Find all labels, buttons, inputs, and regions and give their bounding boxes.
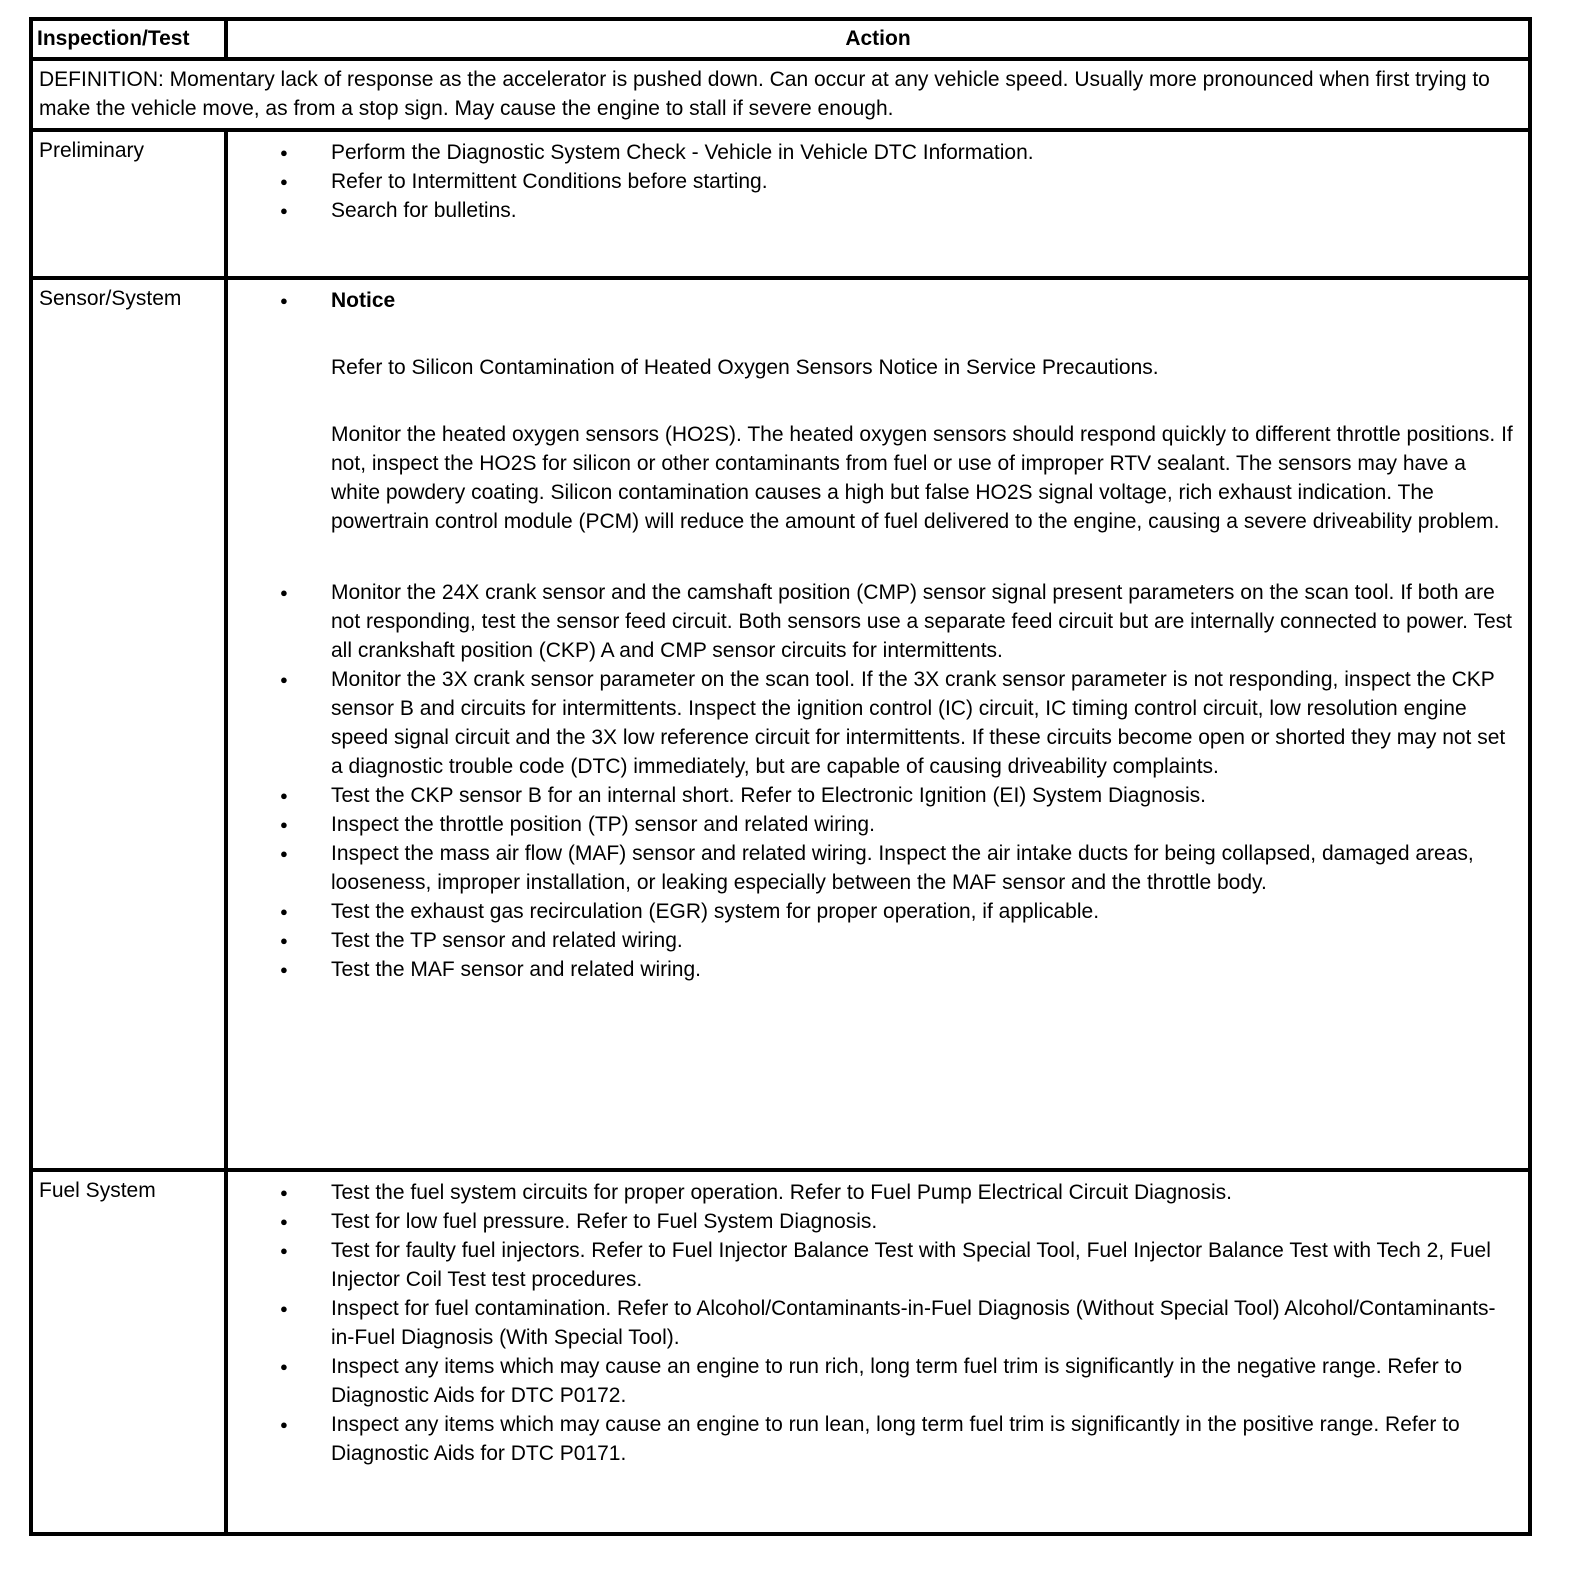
action-cell-fuel-system (226, 1170, 1530, 1534)
header-action: Action (226, 19, 1530, 59)
list-item: ● Refer to Intermittent Conditions before starting. (228, 167, 1522, 196)
action-cell-sensor-system (226, 278, 1530, 1170)
list-item: ● Inspect the throttle position (TP) sensor and related wiring. (228, 810, 1522, 839)
list-item: ● Test the fuel system circuits for proper operation. Refer to Fuel Pump Electrical Circuit Diagnosis. (228, 1178, 1522, 1207)
list-item: ● Perform the Diagnostic System Check - Vehicle in Vehicle DTC Information. (228, 138, 1522, 167)
list-item: ● Test the MAF sensor and related wiring. (228, 955, 1522, 984)
list-item: ● Test for low fuel pressure. Refer to Fuel System Diagnosis. (228, 1207, 1522, 1236)
list-item: ● Monitor the 3X crank sensor parameter on the scan tool. If the 3X crank sensor parameter is not responding, inspect the CKP sensor B and circuits for intermittents. Inspect the ignition control (IC) circuit, IC timing control circuit, low resolution engine speed signal circuit and the 3X low reference circuit for intermittents. If these circuits become open or shorted they may not set a diagnostic trouble code (DTC) immediately, but are capable of causing driveability complaints. (228, 665, 1522, 781)
row-label-sensor-system: Sensor/System (31, 278, 226, 1170)
list-item: ● Test for faulty fuel injectors. Refer to Fuel Injector Balance Test with Special Tool, Fuel Injector Balance Test with Tech 2, Fuel Injector Coil Test test procedures. (228, 1236, 1522, 1294)
diagnostic-table (29, 17, 1532, 1536)
definition-text: DEFINITION: Momentary lack of response as the accelerator is pushed down. Can occur at any vehicle speed. Usually more pronounced when first trying to make the vehicle move, as from a stop sign. May cause the engine to stall if severe enough. (31, 59, 1530, 130)
notice-title: ● Notice (331, 289, 396, 312)
list-item: ● Test the TP sensor and related wiring. (228, 926, 1522, 955)
list-item: ● Monitor the 24X crank sensor and the camshaft position (CMP) sensor signal present parameters on the scan tool. If both are not responding, test the sensor feed circuit. Both sensors use a separate feed circuit but are internally connected to power. Test all crankshaft position (CKP) A and CMP sensor circuits for intermittents. (228, 578, 1522, 665)
notice-paragraph: Refer to Silicon Contamination of Heated Oxygen Sensors Notice in Service Precautions. (331, 356, 1159, 379)
sensor-system-list (228, 286, 1522, 984)
row-label-preliminary: Preliminary (31, 130, 226, 278)
action-cell-preliminary (226, 130, 1530, 278)
list-item: ● Test the CKP sensor B for an internal short. Refer to Electronic Ignition (EI) System Diagnosis. (228, 781, 1522, 810)
header-inspection-test: Inspection/Test (31, 19, 226, 59)
list-item: ● Test the exhaust gas recirculation (EGR) system for proper operation, if applicable. (228, 897, 1522, 926)
list-item: ● Inspect any items which may cause an engine to run lean, long term fuel trim is significantly in the positive range. Refer to Diagnostic Aids for DTC P0171. (228, 1410, 1522, 1468)
list-item: ● Inspect the mass air flow (MAF) sensor and related wiring. Inspect the air intake ducts for being collapsed, damaged areas, looseness, improper installation, or leaking especially between the MAF sensor and the throttle body. (228, 839, 1522, 897)
list-item: ● Inspect any items which may cause an engine to run rich, long term fuel trim is significantly in the negative range. Refer to Diagnostic Aids for DTC P0172. (228, 1352, 1522, 1410)
fuel-system-list (228, 1178, 1522, 1468)
table-row-preliminary (31, 130, 1530, 278)
table-row-fuel-system (31, 1170, 1530, 1534)
definition-row (31, 59, 1530, 130)
notice-item (228, 286, 1522, 536)
row-label-fuel-system: Fuel System (31, 1170, 226, 1534)
table-header-row (31, 19, 1530, 59)
notice-paragraph: Monitor the heated oxygen sensors (HO2S). The heated oxygen sensors should respond quickly to different throttle positions. If not, inspect the HO2S for silicon or other contaminants from fuel or use of improper RTV sealant. The sensors may have a white powdery coating. Silicon contamination causes a high but false HO2S signal voltage, rich exhaust indication. The powertrain control module (PCM) will reduce the amount of fuel delivered to the engine, causing a severe driveability problem. (331, 423, 1513, 533)
table-row-sensor-system (31, 278, 1530, 1170)
preliminary-list (228, 138, 1522, 225)
list-item: ● Inspect for fuel contamination. Refer to Alcohol/Contaminants-in-Fuel Diagnosis (Without Special Tool) Alcohol/Contaminants-in-Fuel Diagnosis (With Special Tool). (228, 1294, 1522, 1352)
list-item: ● Search for bulletins. (228, 196, 1522, 225)
